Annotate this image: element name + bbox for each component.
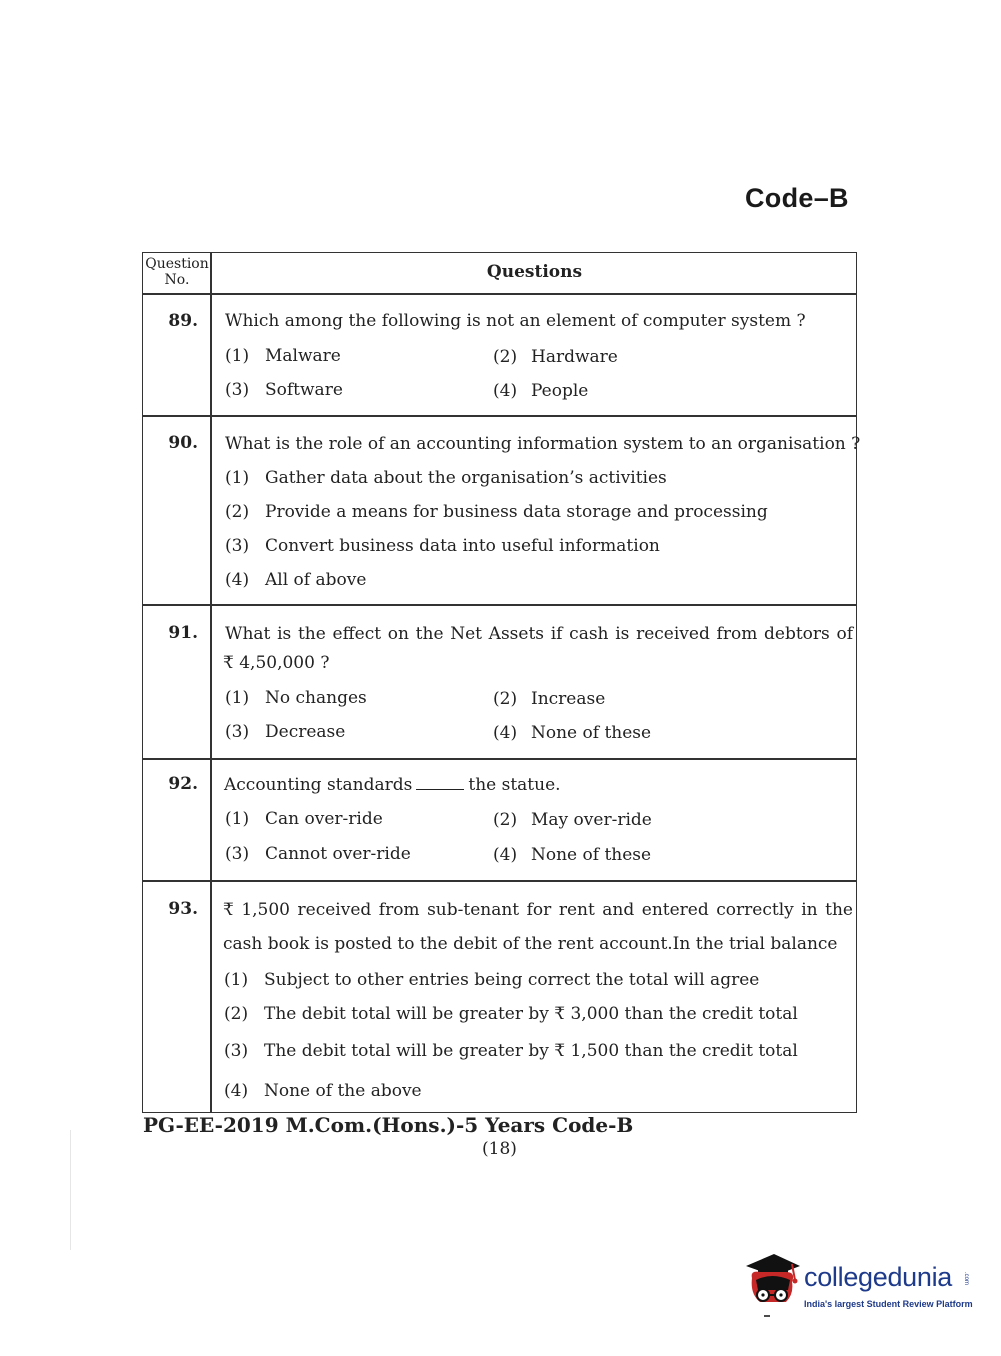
question-number: 91. [168, 623, 198, 643]
option-number: (3) [224, 1041, 249, 1061]
option-number: (1) [225, 688, 250, 708]
header-question-label: Question [145, 256, 209, 272]
option-text: Cannot over-ride [265, 844, 411, 864]
row-rule [142, 880, 857, 882]
option-number: (1) [224, 970, 249, 990]
column-divider [210, 252, 212, 1113]
fill-in-blank [416, 779, 464, 790]
option-text: Gather data about the organisation’s activities [265, 468, 667, 488]
option-text: None of these [531, 723, 652, 743]
logo-domain: .com [963, 1272, 969, 1286]
option-text: Software [265, 380, 343, 400]
option-text: None of these [531, 845, 652, 865]
option-number: (2) [493, 689, 518, 709]
option-number: (2) [493, 810, 518, 830]
option-number: (3) [225, 380, 250, 400]
option-number: (3) [225, 722, 250, 742]
option-text: People [531, 381, 589, 401]
option-number: (2) [224, 1004, 249, 1024]
option-number: (4) [493, 723, 518, 743]
mascot-icon [742, 1250, 802, 1320]
option-number: (1) [225, 346, 250, 366]
logo-tagline: India's largest Student Review Platform [804, 1299, 973, 1309]
question-text-start: Accounting standards [224, 775, 413, 795]
scan-artifact [70, 1130, 71, 1250]
option-text: Convert business data into useful information [265, 536, 660, 556]
question-text: ₹ 1,500 received from sub-tenant for rent and entered correctly in the [223, 900, 853, 920]
option-text: Provide a means for business data storage and processing [265, 502, 768, 522]
page-number: (18) [482, 1139, 517, 1159]
question-text-continued: cash book is posted to the debit of the rent account.In the trial balance [223, 934, 838, 954]
logo-wordmark: collegedunia [804, 1262, 953, 1292]
question-number: 90. [168, 433, 198, 453]
option-text: Malware [265, 346, 341, 366]
row-rule [142, 604, 857, 606]
option-text: The debit total will be greater by ₹ 3,000 than the credit total [264, 1004, 798, 1024]
question-text: What is the effect on the Net Assets if cash is received from debtors of [225, 624, 853, 644]
question-text: Which among the following is not an element of computer system ? [225, 311, 806, 331]
option-text: None of the above [264, 1081, 422, 1101]
question-text-continued: ₹ 4,50,000 ? [223, 653, 330, 673]
question-text: What is the role of an accounting information system to an organisation ? [225, 434, 861, 454]
option-number: (2) [225, 502, 250, 522]
option-text: The debit total will be greater by ₹ 1,500 than the credit total [264, 1041, 798, 1061]
option-number: (1) [225, 809, 250, 829]
question-number: 89. [168, 311, 198, 331]
row-rule [142, 415, 857, 417]
option-number: (4) [224, 1081, 249, 1101]
question-number: 93. [168, 899, 198, 919]
footer-exam-code: PG-EE-2019 M.Com.(Hons.)-5 Years Code-B [143, 1113, 634, 1137]
code-label: Code–B [745, 183, 849, 213]
option-text: May over-ride [531, 810, 652, 830]
option-number: (3) [225, 536, 250, 556]
option-text: Hardware [531, 347, 618, 367]
question-text [224, 775, 561, 795]
option-number: (4) [493, 845, 518, 865]
header-question-no [143, 256, 211, 288]
option-number: (1) [225, 468, 250, 488]
option-text: Subject to other entries being correct the total will agree [264, 970, 760, 990]
question-number: 92. [168, 774, 198, 794]
option-text: No changes [265, 688, 367, 708]
option-number: (4) [225, 570, 250, 590]
collegedunia-logo [742, 1250, 972, 1320]
option-text: All of above [265, 570, 367, 590]
option-text: Decrease [265, 722, 346, 742]
option-text: Increase [531, 689, 606, 709]
row-rule [142, 758, 857, 760]
header-questions: Questions [486, 262, 583, 282]
header-rule [142, 293, 857, 295]
question-text-end: the statue. [468, 775, 561, 795]
option-number: (3) [225, 844, 250, 864]
option-text: Can over-ride [265, 809, 383, 829]
header-no-label: No. [164, 272, 190, 288]
option-number: (4) [493, 381, 518, 401]
option-number: (2) [493, 347, 518, 367]
